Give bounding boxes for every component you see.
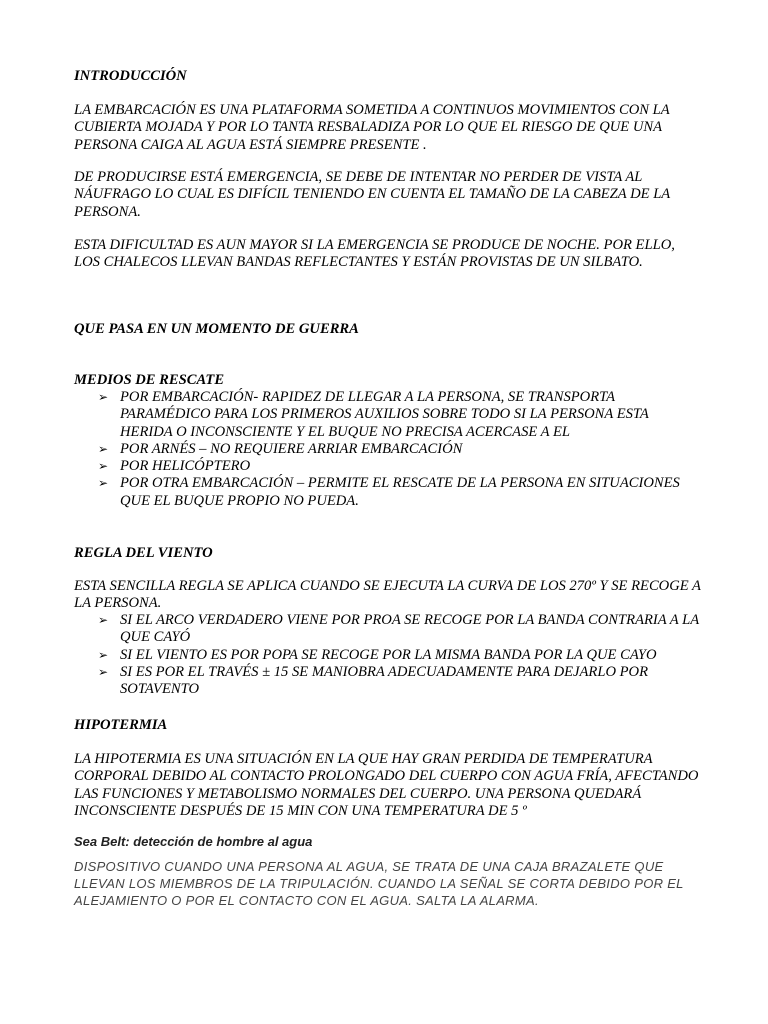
list-item: ➢ POR ARNÉS – NO REQUIERE ARRIAR EMBARCACIÓN bbox=[98, 440, 463, 457]
bullet-arrow-icon: ➢ bbox=[98, 476, 109, 491]
list-item: ➢ POR EMBARCACIÓN- RAPIDEZ DE LLEGAR A LA PERSONA, SE TRANSPORTA PARAMÉDICO PARA LOS PRIMEROS AUXILIOS SOBRE TODO SI LA PERSONA ESTA HERIDA O INCONSCIENTE Y EL BUQUE NO PRECISA ACERCASE A EL bbox=[98, 389, 649, 440]
list-item: ➢ POR HELICÓPTERO bbox=[98, 458, 251, 475]
bullet-arrow-icon: ➢ bbox=[98, 441, 109, 456]
sea-belt-paragraph: DISPOSITIVO CUANDO UNA PERSONA AL AGUA, SE TRATA DE UNA CAJA BRAZALETE QUE LLEVAN LOS MIEMBROS DE LA TRIPULACIÓN. CUANDO LA SEÑAL SE CORTA DEBIDO POR EL ALEJAMIENTO O POR EL CONTACTO CON EL AGUA. SALTA LA ALARMA. bbox=[74, 859, 684, 909]
heading-regla-viento: REGLA DEL VIENTO bbox=[74, 545, 213, 561]
bullet-arrow-icon: ➢ bbox=[98, 664, 109, 679]
heading-guerra: QUE PASA EN UN MOMENTO DE GUERRA bbox=[74, 321, 359, 337]
list-item: ➢ SI ES POR EL TRAVÉS ± 15 SE MANIOBRA ADECUADAMENTE PARA DEJARLO POR SOTAVENTO bbox=[98, 663, 649, 698]
intro-paragraph-1: LA EMBARCACIÓN ES UNA PLATAFORMA SOMETIDA A CONTINUOS MOVIMIENTOS CON LA CUBIERTA MOJADA Y POR LO TANTA RESBALADIZA POR LO QUE EL RIESGO DE QUE UNA PERSONA CAIGA AL AGUA ESTÁ SIEMPRE PRESENTE . bbox=[74, 102, 670, 153]
list-item: ➢ SI EL ARCO VERDADERO VIENE POR PROA SE RECOGE POR LA BANDA CONTRARIA A LA QUE CAYÓ bbox=[98, 612, 699, 646]
intro-paragraph-2: DE PRODUCIRSE ESTÁ EMERGENCIA, SE DEBE DE INTENTAR NO PERDER DE VISTA AL NÁUFRAGO LO CUAL ES DIFÍCIL TENIENDO EN CUENTA EL TAMAÑO DE LA CABEZA DE LA PERSONA. bbox=[74, 169, 670, 220]
bullet-arrow-icon: ➢ bbox=[98, 647, 109, 662]
viento-list bbox=[74, 612, 704, 698]
heading-medios-rescate: MEDIOS DE RESCATE bbox=[74, 372, 225, 388]
bullet-arrow-icon: ➢ bbox=[98, 459, 109, 474]
heading-hipotermia: HIPOTERMIA bbox=[74, 717, 168, 733]
bullet-arrow-icon: ➢ bbox=[98, 390, 109, 404]
medios-list bbox=[74, 389, 704, 510]
hipotermia-paragraph: LA HIPOTERMIA ES UNA SITUACIÓN EN LA QUE HAY GRAN PERDIDA DE TEMPERATURA CORPORAL DEBIDO AL CONTACTO PROLONGADO DEL CUERPO CON AGUA FRÍA, AFECTANDO LAS FUNCIONES Y METABOLISMO NORMALES DEL CUERPO. UNA PERSONA QUEDARÁ INCONSCIENTE DESPUÉS DE 15 MIN CON UNA TEMPERATURA DE 5 º bbox=[74, 751, 699, 819]
viento-paragraph: ESTA SENCILLA REGLA SE APLICA CUANDO SE EJECUTA LA CURVA DE LOS 270º Y SE RECOGE A LA PERSONA. bbox=[74, 578, 701, 612]
list-item: ➢ SI EL VIENTO ES POR POPA SE RECOGE POR LA MISMA BANDA POR LA QUE CAYO bbox=[98, 646, 657, 663]
intro-paragraph-3: ESTA DIFICULTAD ES AUN MAYOR SI LA EMERGENCIA SE PRODUCE DE NOCHE. POR ELLO, LOS CHALECOS LLEVAN BANDAS REFLECTANTES Y ESTÁN PROVISTAS DE UN SILBATO. bbox=[74, 237, 675, 271]
bullet-arrow-icon: ➢ bbox=[98, 613, 109, 627]
heading-introduccion: INTRODUCCIÓN bbox=[74, 68, 187, 84]
list-item: ➢ POR OTRA EMBARCACIÓN – PERMITE EL RESCATE DE LA PERSONA EN SITUACIONES QUE EL BUQUE PROPIO NO PUEDA. bbox=[98, 475, 680, 509]
heading-sea-belt: Sea Belt: detección de hombre al agua bbox=[74, 834, 313, 849]
